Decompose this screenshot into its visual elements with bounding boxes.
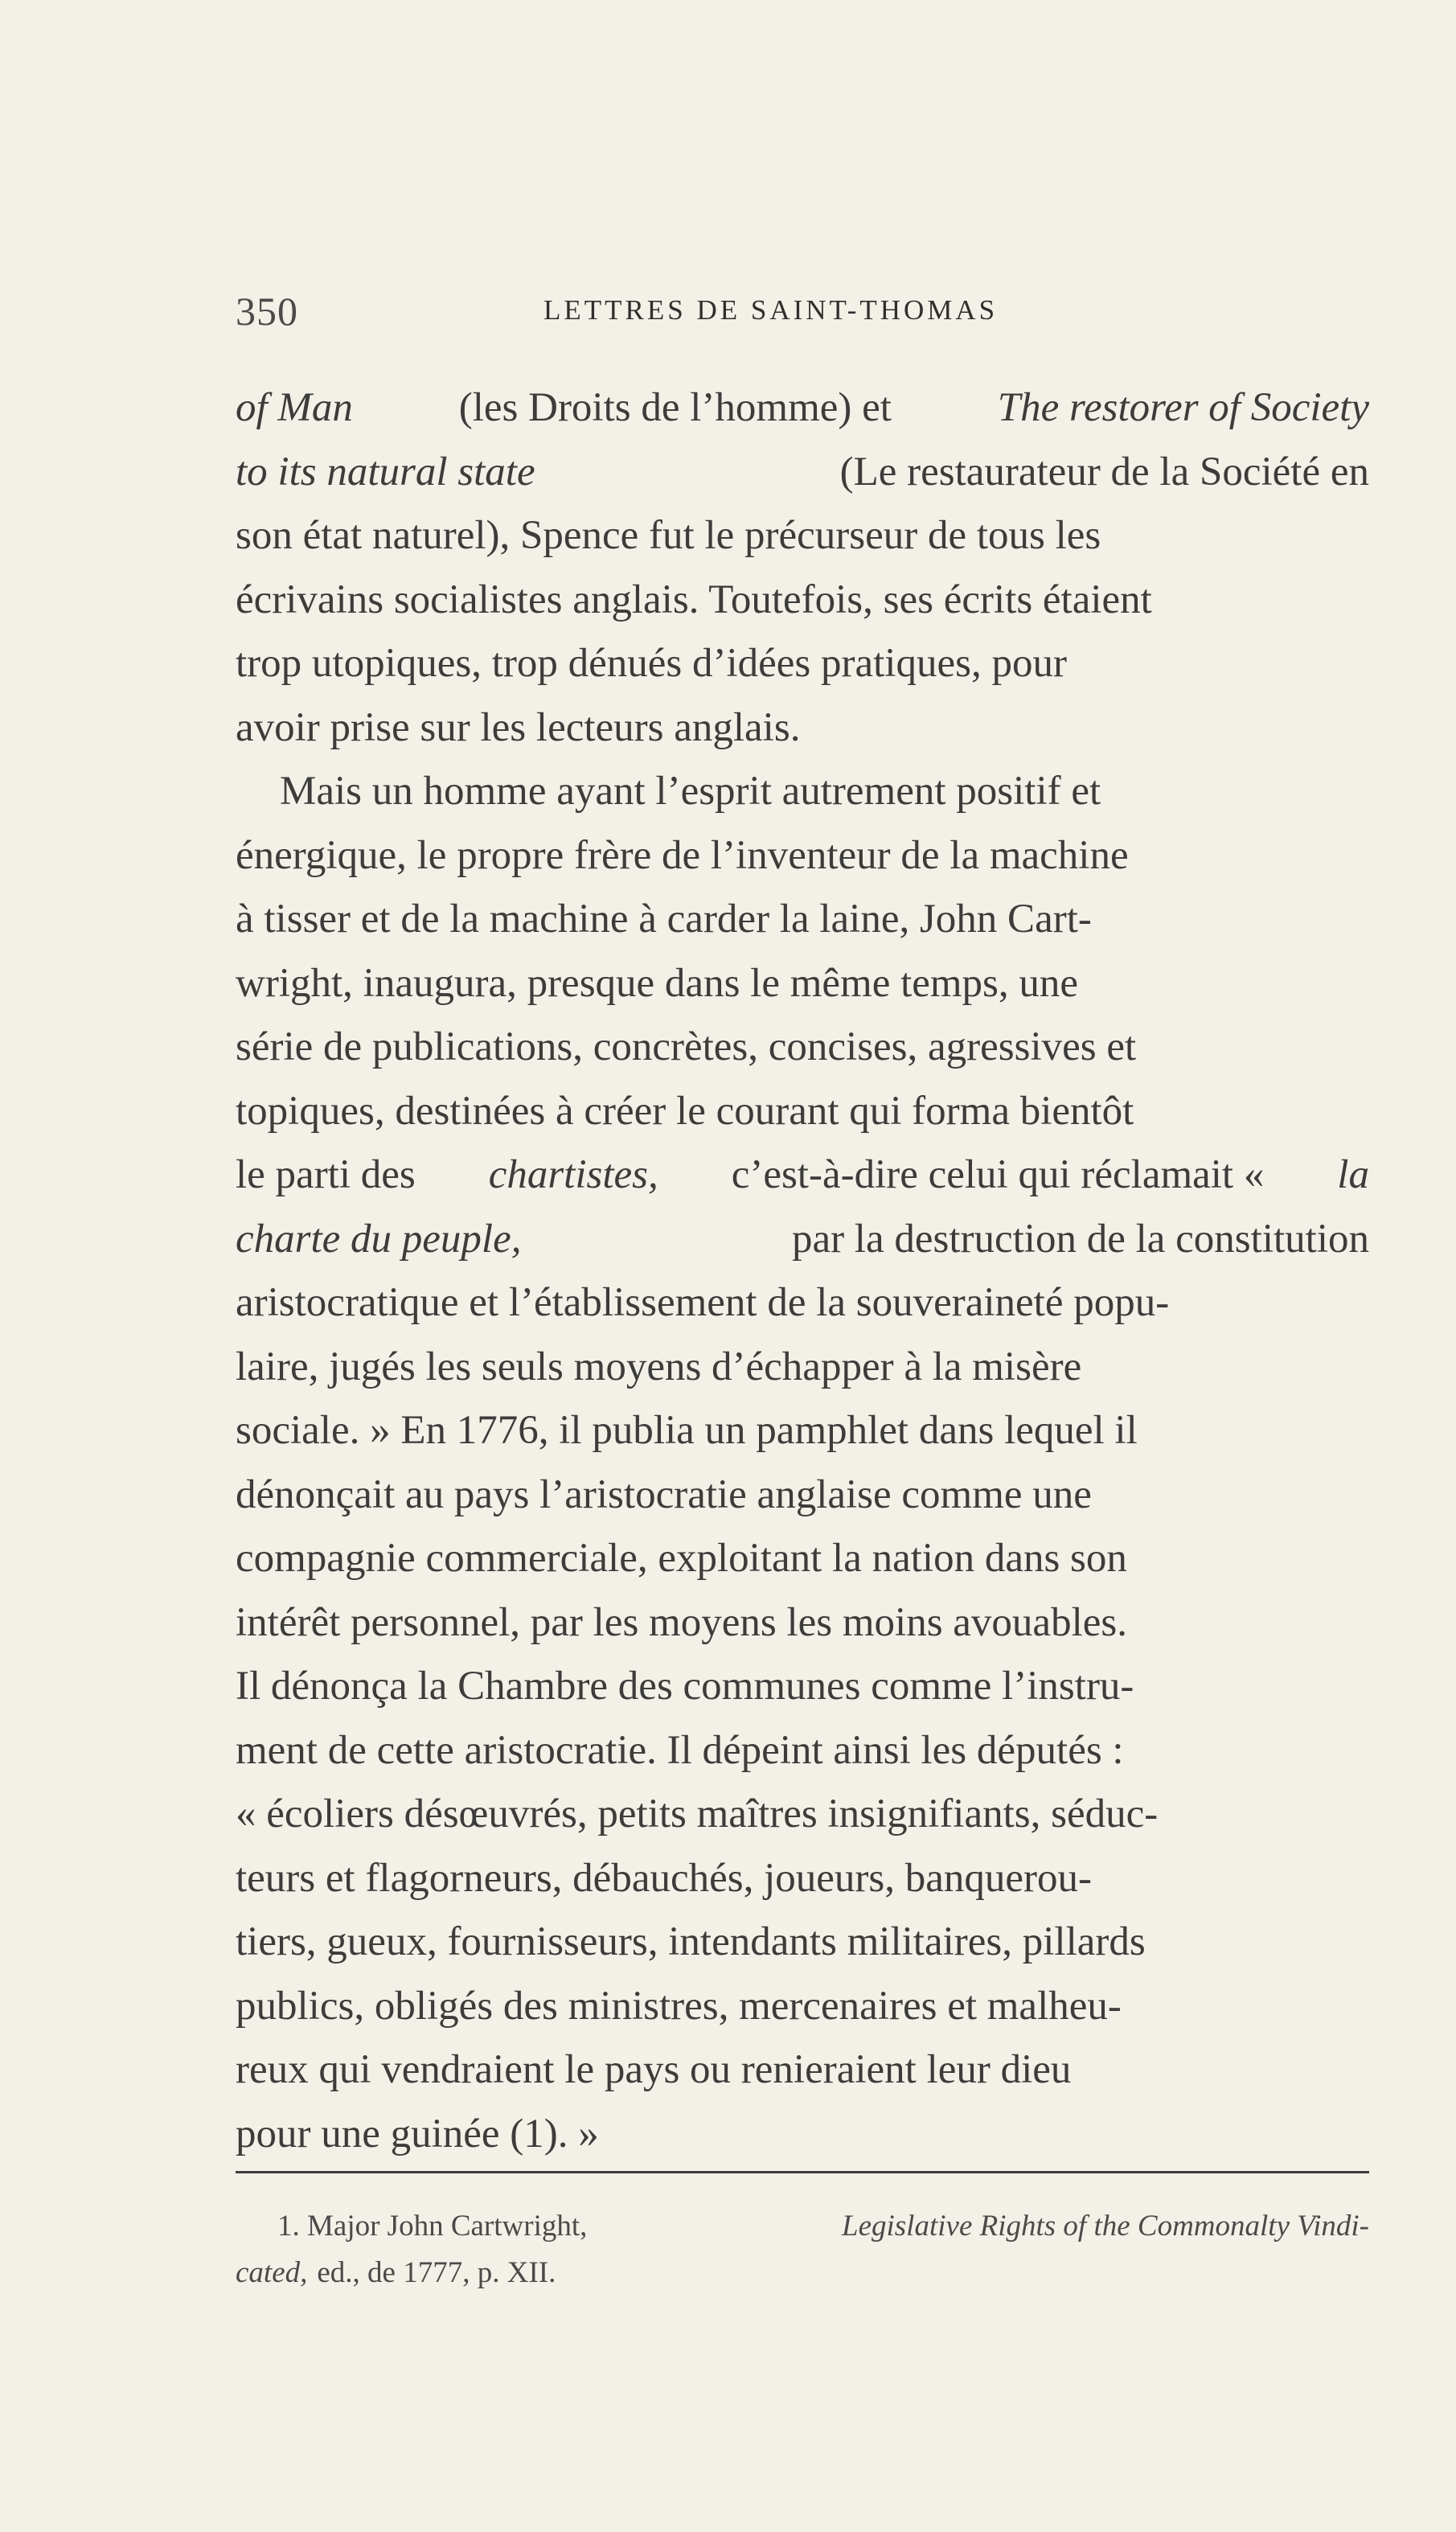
text-line [236,2038,1369,2103]
text-line [236,1527,1369,1591]
body-text [236,376,1369,2166]
text-fragment: pour une guinée (1). » [236,2111,599,2157]
text-line [236,760,1369,824]
text-fragment: c’est-à-dire celui qui réclamait « [731,1152,1265,1197]
text-line [236,1399,1369,1463]
text-line [236,376,1369,441]
text-fragment: sociale. » En 1776, il publia un pamphlet dans lequel il [236,1408,1138,1453]
text-fragment: intérêt personnel, par les moyens les moins avouables. [236,1599,1127,1645]
text-line [236,1847,1369,1911]
text-line [236,1016,1369,1080]
text-line [236,1655,1369,1719]
text-line [236,1463,1369,1528]
text-line [236,441,1369,505]
text-line [236,2103,1369,2167]
text-fragment: Mais un homme ayant l’esprit autrement positif et [280,769,1101,814]
text-line [236,1719,1369,1783]
text-fragment: énergique, le propre frère de l’inventeur de la machine [236,832,1129,878]
text-fragment: tiers, gueux, fournisseurs, intendants militaires, pillards [236,1919,1146,1964]
text-fragment: laire, jugés les seuls moyens d’échapper à la misère [236,1344,1082,1389]
text-fragment: son état naturel), Spence fut le précurseur de tous les [236,513,1101,558]
text-fragment: aristocratique et l’établissement de la souveraineté popu- [236,1280,1170,1325]
text-fragment: série de publications, concrètes, concises, agressives et [236,1024,1137,1069]
footnote-text: ed., de 1777, p. XII. [317,2256,556,2289]
footnote-divider [236,2171,1369,2173]
text-line [236,504,1369,568]
text-line [236,1080,1369,1144]
text-line [236,696,1369,761]
text-fragment: publics, obligés des ministres, mercenaires et malheu- [236,1983,1122,2029]
text-line [236,1975,1369,2039]
text-fragment: dénonçait au pays l’aristocratie anglaise comme une [236,1471,1092,1517]
text-line [236,888,1369,952]
text-line [236,1910,1369,1975]
text-fragment: le parti des [236,1152,416,1197]
footnote-line [236,2250,1369,2296]
text-fragment: Il dénonça la Chambre des communes comme l’instru- [236,1664,1134,1709]
text-line [236,1143,1369,1208]
text-fragment: ment de cette aristocratie. Il dépeint ainsi les députés : [236,1727,1124,1773]
text-line [236,1783,1369,1847]
text-line [236,1336,1369,1400]
page-number: 350 [236,289,298,334]
page-header [236,288,1369,336]
book-title-fragment: of Man [236,385,353,430]
text-line [236,1208,1369,1272]
text-fragment: écrivains socialistes anglais. Toutefois, ses écrits étaient [236,577,1152,622]
text-fragment: trop utopiques, trop dénués d’idées pratiques, pour [236,641,1067,686]
footnote-title: cated, [236,2256,308,2289]
text-fragment: avoir prise sur les lecteurs anglais. [236,704,801,750]
text-line [236,824,1369,888]
text-fragment: (Le restaurateur de la Société en [839,449,1369,494]
book-title-fragment: to its natural state [236,449,535,494]
text-fragment: reux qui vendraient le pays ou renieraient leur dieu [236,2047,1072,2092]
text-line [236,1271,1369,1336]
text-fragment: (les Droits de l’homme) et [458,385,892,430]
italic-term: charte du peuple, [236,1216,522,1262]
text-fragment: compagnie commerciale, exploitant la nation dans son [236,1536,1127,1581]
text-fragment: par la destruction de la constitution [791,1216,1369,1262]
text-line [236,952,1369,1016]
text-line [236,568,1369,633]
running-head: LETTRES DE SAINT-THOMAS [543,294,999,326]
footnote-title: Legislative Rights of the Commonalty Vindi- [842,2210,1369,2243]
italic-term: la [1337,1152,1369,1197]
italic-term: chartistes, [488,1152,658,1197]
text-fragment: « écoliers désœuvrés, petits maîtres insignifiants, séduc- [236,1791,1159,1836]
book-title-fragment: The restorer of Society [997,385,1369,430]
footnote-line [236,2203,1369,2250]
text-fragment: topiques, destinées à créer le courant qui forma bientôt [236,1088,1134,1134]
text-fragment: à tisser et de la machine à carder la laine, John Cart- [236,897,1092,942]
text-line [236,632,1369,696]
footnote [236,2203,1369,2296]
text-fragment: teurs et flagorneurs, débauchés, joueurs, banquerou- [236,1855,1092,1901]
text-line [236,1591,1369,1656]
footnote-text: 1. Major John Cartwright, [277,2210,588,2243]
text-fragment: wright, inaugura, presque dans le même temps, une [236,960,1079,1006]
